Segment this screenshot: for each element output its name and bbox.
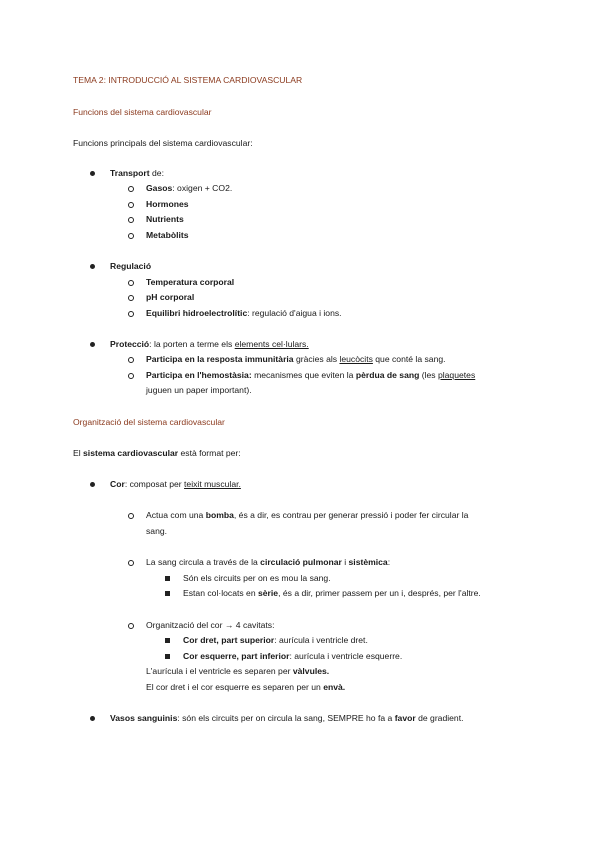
bullet-icon <box>90 482 95 487</box>
square-bullet-icon <box>165 591 170 596</box>
list-item: Participa en l'hemostàsia: mecanismes que eviten la pèrdua de sang (les plaquetes <box>146 370 476 380</box>
organitzacio-intro: El sistema cardiovascular està format per: <box>73 448 241 458</box>
elements-cellulars-link: elements cel·lulars. <box>234 339 309 349</box>
teixit-muscular-link: teixit muscular. <box>184 479 241 489</box>
proteccio-text: Protecció: la porten a terme els elements cel·lulars. <box>110 339 309 349</box>
list-item: Són els circuits per on es mou la sang. <box>183 573 331 583</box>
cor-text: Cor: composat per teixit muscular. <box>110 479 241 489</box>
list-item: Participa en la resposta immunitària gràcies als leucòcits que conté la sang. <box>146 354 446 364</box>
note-line: L'aurícula i el ventricle es separen per vàlvules. <box>146 666 330 676</box>
regulacio-label: Regulació <box>110 261 152 271</box>
list-item: pH corporal <box>146 292 195 302</box>
bullet-icon <box>90 716 95 721</box>
list-item: Organització del cor → 4 cavitats: <box>146 620 275 630</box>
square-bullet-icon <box>165 638 170 643</box>
list-item-continuation: sang. <box>146 526 168 536</box>
list-item: Gasos: oxigen + CO2. <box>146 183 233 193</box>
list-item: Cor esquerre, part inferior: aurícula i ventricle esquerre. <box>183 651 403 661</box>
page-title: TEMA 2: INTRODUCCIÓ AL SISTEMA CARDIOVASCULAR <box>73 75 303 85</box>
sub-bullet-icon <box>128 311 134 317</box>
list-item: Equilibri hidroelectrolític: regulació d'aigua i ions. <box>146 308 342 318</box>
sub-bullet-icon <box>128 280 134 286</box>
list-item: Cor dret, part superior: aurícula i ventricle dret. <box>183 635 368 645</box>
bullet-icon <box>90 171 95 176</box>
list-item: Actua com una bomba, és a dir, es contrau per generar pressió i poder fer circular la <box>146 510 469 520</box>
square-bullet-icon <box>165 576 170 581</box>
sub-bullet-icon <box>128 560 134 566</box>
transport-label: Transport de: <box>110 168 164 178</box>
list-item: Temperatura corporal <box>146 277 235 287</box>
sub-bullet-icon <box>128 357 134 363</box>
sub-bullet-icon <box>128 217 134 223</box>
bullet-icon <box>90 264 95 269</box>
bullet-icon <box>90 342 95 347</box>
list-item: Metabòlits <box>146 230 189 240</box>
note-line: El cor dret i el cor esquerre es separen per un envà. <box>146 682 346 692</box>
funcions-intro: Funcions principals del sistema cardiovascular: <box>73 138 253 148</box>
square-bullet-icon <box>165 654 170 659</box>
sub-bullet-icon <box>128 202 134 208</box>
list-item: Estan col·locats en sèrie, és a dir, primer passem per un i, després, per l'altre. <box>183 588 481 598</box>
vasos-text: Vasos sanguinis: són els circuits per on circula la sang, SEMPRE ho fa a favor de gradient. <box>110 713 464 723</box>
sub-bullet-icon <box>128 186 134 192</box>
section-heading-organitzacio: Organització del sistema cardiovascular <box>73 417 225 427</box>
sub-bullet-icon <box>128 295 134 301</box>
list-item-continuation: juguen un paper important). <box>146 385 252 395</box>
list-item: Nutrients <box>146 214 184 224</box>
sub-bullet-icon <box>128 373 134 379</box>
section-heading-funcions: Funcions del sistema cardiovascular <box>73 107 212 117</box>
sub-bullet-icon <box>128 623 134 629</box>
sub-bullet-icon <box>128 513 134 519</box>
sub-bullet-icon <box>128 233 134 239</box>
list-item: Hormones <box>146 199 189 209</box>
list-item: La sang circula a través de la circulació pulmonar i sistèmica: <box>146 557 391 567</box>
